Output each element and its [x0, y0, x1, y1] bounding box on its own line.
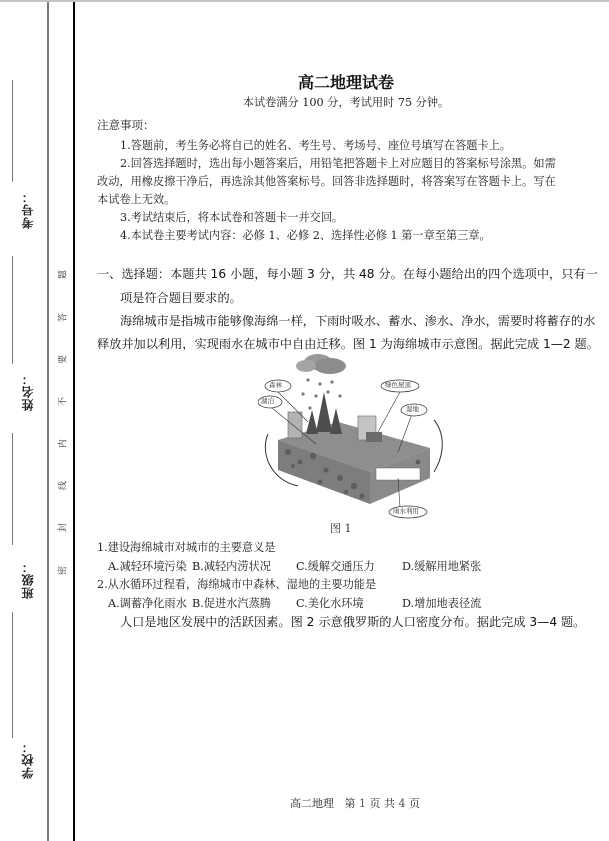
note-line: 1.答题前，考生务必将自己的姓名、考生号、考场号、座位号填写在答题卡上。	[120, 139, 512, 152]
footer-page-prefix: 第	[344, 797, 356, 810]
name-field	[14, 372, 40, 411]
label-lake: 湖泊	[261, 397, 274, 405]
note-line: 4.本试卷主要考试内容：必修 1、必修 2、选择性必修 1 第一章至第三章。	[120, 229, 491, 242]
binding-line	[47, 2, 49, 841]
option-b[interactable]: B.减轻内涝状况	[192, 560, 271, 573]
option-a[interactable]: A.减轻环境污染	[108, 560, 187, 573]
exam-number-field	[14, 190, 40, 229]
option-c[interactable]: C.美化水环境	[296, 597, 364, 610]
label-wetland: 湿地	[406, 405, 419, 413]
page-footer	[290, 795, 420, 811]
name-label: 姓名：	[20, 372, 35, 411]
footer-total-pages: 4	[398, 797, 406, 810]
footer-subject: 高二地理	[290, 797, 334, 810]
seal-char: 要	[58, 355, 69, 365]
option-a[interactable]: A.调蓄净化雨水	[108, 597, 187, 610]
exam-subtitle: 本试卷满分 100 分，考试用时 75 分钟。	[242, 96, 450, 109]
class-blank[interactable]	[12, 433, 13, 545]
page-title: 高二地理试卷	[297, 73, 394, 92]
exam-number-blank[interactable]	[12, 80, 13, 182]
passage-text: 释放并加以利用，实现雨水在城市中自由迁移。图 1 为海绵城市示意图。据此完成 1—2 题。	[97, 337, 599, 351]
seal-line	[73, 2, 75, 841]
option-d[interactable]: D.缓解用地紧张	[402, 560, 482, 573]
note-line: 本试卷上无效。	[97, 193, 176, 206]
option-b[interactable]: B.促进水汽蒸腾	[192, 597, 271, 610]
seal-char: 密	[58, 566, 69, 576]
label-rain-use: 雨水利用	[393, 507, 419, 515]
question-options	[108, 558, 481, 574]
question-stem: 1.建设海绵城市对城市的主要意义是	[97, 541, 276, 554]
seal-char: 封	[58, 523, 69, 533]
question-options	[108, 595, 481, 611]
cloud-icon	[296, 354, 346, 374]
label-green-roof: 绿色屋顶	[385, 381, 411, 389]
note-line: 3.考试结束后，将本试卷和答题卡一并交回。	[120, 211, 344, 224]
footer-page-suffix: 页	[409, 797, 420, 810]
passage-text: 人口是地区发展中的活跃因素。图 2 示意俄罗斯的人口密度分布。据此完成 3—4 题。	[120, 615, 586, 629]
note-line: 改动，用橡皮擦干净后，再选涂其他答案标号。回答非选择题时，将答案写在答题卡上。写在	[97, 175, 556, 188]
footer-page-mid: 页 共	[369, 797, 395, 810]
seal-char: 题	[58, 270, 69, 280]
seal-char: 不	[58, 397, 69, 407]
figure-caption: 图 1	[330, 522, 352, 535]
name-blank[interactable]	[12, 256, 13, 364]
section-heading: 一、选择题：本题共 16 小题，每小题 3 分，共 48 分。在每小题给出的四个选项中，只有一	[97, 267, 598, 281]
top-border	[0, 0, 609, 2]
footer-page-number: 1	[359, 797, 366, 810]
passage-text: 海绵城市是指城市能够像海绵一样，下雨时吸水、蓄水、渗水、净水，需要时将蓄存的水	[120, 314, 596, 328]
label-forest: 森林	[269, 381, 282, 389]
note-line: 2.回答选择题时，选出每小题答案后，用铅笔把答题卡上对应题目的答案标号涂黑。如需	[120, 157, 556, 170]
school-blank[interactable]	[12, 612, 13, 738]
sponge-city-diagram	[258, 352, 448, 522]
notes-heading: 注意事项：	[97, 118, 155, 132]
school-field	[14, 740, 40, 779]
exam-number-label: 考号：	[20, 190, 35, 229]
seal-char: 答	[58, 313, 69, 323]
section-heading-cont: 项是符合题目要求的。	[120, 291, 242, 305]
school-label: 学校：	[20, 740, 35, 779]
seal-char: 内	[58, 439, 69, 449]
class-field	[14, 560, 40, 599]
option-c[interactable]: C.缓解交通压力	[296, 560, 375, 573]
seal-char: 线	[58, 481, 69, 491]
option-d[interactable]: D.增加地表径流	[402, 597, 482, 610]
class-label: 班级：	[20, 560, 35, 599]
question-stem: 2.从水循环过程看，海绵城市中森林、湿地的主要功能是	[97, 578, 377, 591]
